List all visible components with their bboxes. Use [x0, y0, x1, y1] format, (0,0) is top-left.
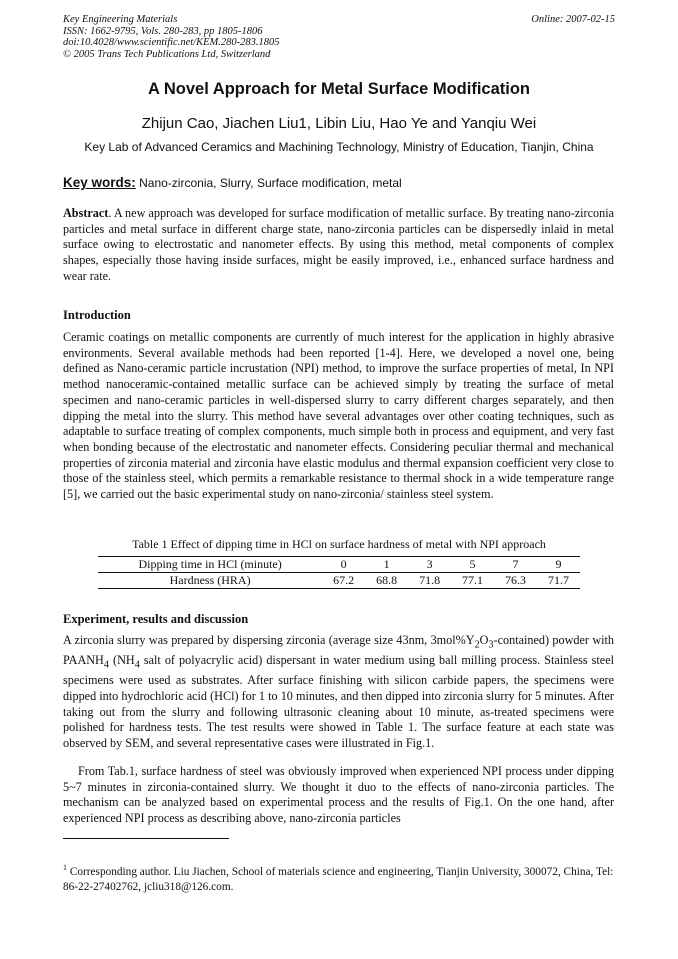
- doi-line: doi:10.4028/www.scientific.net/KEM.280-283.1805: [63, 37, 280, 48]
- table-cell: 77.1: [451, 573, 494, 589]
- subscript: 4: [134, 659, 140, 671]
- paper-title: A Novel Approach for Metal Surface Modification: [148, 80, 530, 98]
- footnote-mark: 1: [63, 863, 67, 872]
- table-row: [98, 573, 580, 589]
- row-label-time: Dipping time in HCl (minute): [98, 557, 322, 573]
- footnote-text: Corresponding author. Liu Jiachen, School of materials science and engineering, Tianjin University, 300072, China, Tel: 86-22-27402762, jcliu318@126.com.: [63, 865, 614, 893]
- table-cell: 5: [451, 557, 494, 573]
- experiment-paragraph-2: From Tab.1, surface hardness of steel was obviously improved when experienced NPI process under dipping 5~7 minutes in zirconia-contained slurry. We thought it duo to the effects of nano-zirconia particles. The mechanism can be analyzed based on experimental process and the results of Fig.1. On the one hand, after experienced NPI process as describing above, nano-zirconia particles: [63, 764, 614, 826]
- journal-name: Key Engineering Materials: [63, 14, 178, 25]
- issn-line: ISSN: 1662-9795, Vols. 280-283, pp 1805-1806: [63, 25, 263, 37]
- text-run: -contained) powder with PAANH: [63, 633, 614, 668]
- table-cell: 76.3: [494, 573, 537, 589]
- table-row: [98, 557, 580, 573]
- author-list: Zhijun Cao, Jiachen Liu1, Libin Liu, Hao Ye and Yanqiu Wei: [141, 115, 537, 132]
- text-run: (NH: [108, 653, 135, 668]
- text-run: salt of polyacrylic acid) dispersant in water medium using ball milling process. Stainless steel specimens were used as substrates. After surface finishing with silicon carbide papers, the specimens were dipped into hydrochloric acid (HCl) for 1 to 10 minutes, and then dipped into zirconia slurry for 5 minutes. After taking out from the slurry and following ultrasonic cleaning about 10 minute, as-treated specimens were polished for hardness tests. The test results were showed in Table 1. The surface feature at each state was observed by SEM, and several representative cases were illustrated in Fig.1.: [63, 653, 614, 751]
- introduction-text: Ceramic coatings on metallic components are currently of much interest for the application in highly abrasive environments. Several available methods had been reported [1-4]. Here, we developed a novel one, being defined as Nano-ceramic particle incrustation (NPI) method, to improve the surface properties of metal, In NPI method nanoceramic-contained metallic surface can be achieved simply by treating the surface of metal specimen and nano-ceramic particles in well-dispersed slurry to carry different charges separately, and then dipping the metal into the slurry. This method have several advantages over other coating techniques, such as adaptable to surface treating of complex components, much simple both in process and equipment, and very fast when bonding because of the electrostatic and nanometer effects. Considering peculiar thermal and mechanical properties of zirconia material and zirconia have elastic modulus and thermal expansion coefficient very close to those of the stainless steel, which permits a remarkable resistance to thermal shock in a wide temperature range [5], we carried out the basic experimental study on nano-zirconia/ stainless steel system.: [63, 330, 614, 502]
- table-cell: 71.8: [408, 573, 451, 589]
- table-cell: 1: [365, 557, 408, 573]
- experiment-paragraph-1: [63, 633, 614, 752]
- footnote: [63, 860, 618, 895]
- table-cell: 68.8: [365, 573, 408, 589]
- abstract-text: . A new approach was developed for surface modification of metallic surface. By treating nano-zirconia particles and metal surface in different charge state, nano-zirconia particles can be dispersedly inlaid in metal surface owing to electrostatic and nanometer effects. By using this method, metal components of complex shapes, especially those having inside surfaces, might be easily improved, i.e., enhanced surface hardness and wear rate.: [63, 206, 614, 283]
- keywords-text: Nano-zirconia, Slurry, Surface modification, metal: [139, 176, 402, 190]
- table-cell: 3: [408, 557, 451, 573]
- keywords: [63, 175, 623, 190]
- footnote-divider: [63, 838, 229, 839]
- table-cell: 7: [494, 557, 537, 573]
- row-label-hardness: Hardness (HRA): [98, 573, 322, 589]
- subscript: 4: [103, 659, 109, 671]
- affiliation: Key Lab of Advanced Ceramics and Machining Technology, Ministry of Education, Tianjin, China: [84, 140, 594, 154]
- online-date: Online: 2007-02-15: [531, 14, 615, 25]
- text-run: O: [479, 633, 489, 647]
- table-caption: Table 1 Effect of dipping time in HCl on surface hardness of metal with NPI approach: [132, 537, 546, 551]
- experiment-heading: Experiment, results and discussion: [63, 612, 249, 626]
- abstract: [63, 206, 614, 285]
- subscript: 3: [488, 639, 494, 651]
- table-cell: 67.2: [322, 573, 365, 589]
- hardness-table: [98, 556, 580, 589]
- introduction-heading: Introduction: [63, 308, 131, 322]
- text-run: A zirconia slurry was prepared by dispersing zirconia (average size 43nm, 3mol%Y: [63, 633, 475, 647]
- abstract-label: Abstract: [63, 206, 109, 220]
- keywords-label: Key words:: [63, 175, 136, 190]
- table-cell: 0: [322, 557, 365, 573]
- table-cell: 71.7: [537, 573, 580, 589]
- subscript: 2: [474, 639, 480, 651]
- journal-header: [63, 14, 280, 60]
- copyright-line: © 2005 Trans Tech Publications Ltd, Switzerland: [63, 48, 271, 60]
- table-cell: 9: [537, 557, 580, 573]
